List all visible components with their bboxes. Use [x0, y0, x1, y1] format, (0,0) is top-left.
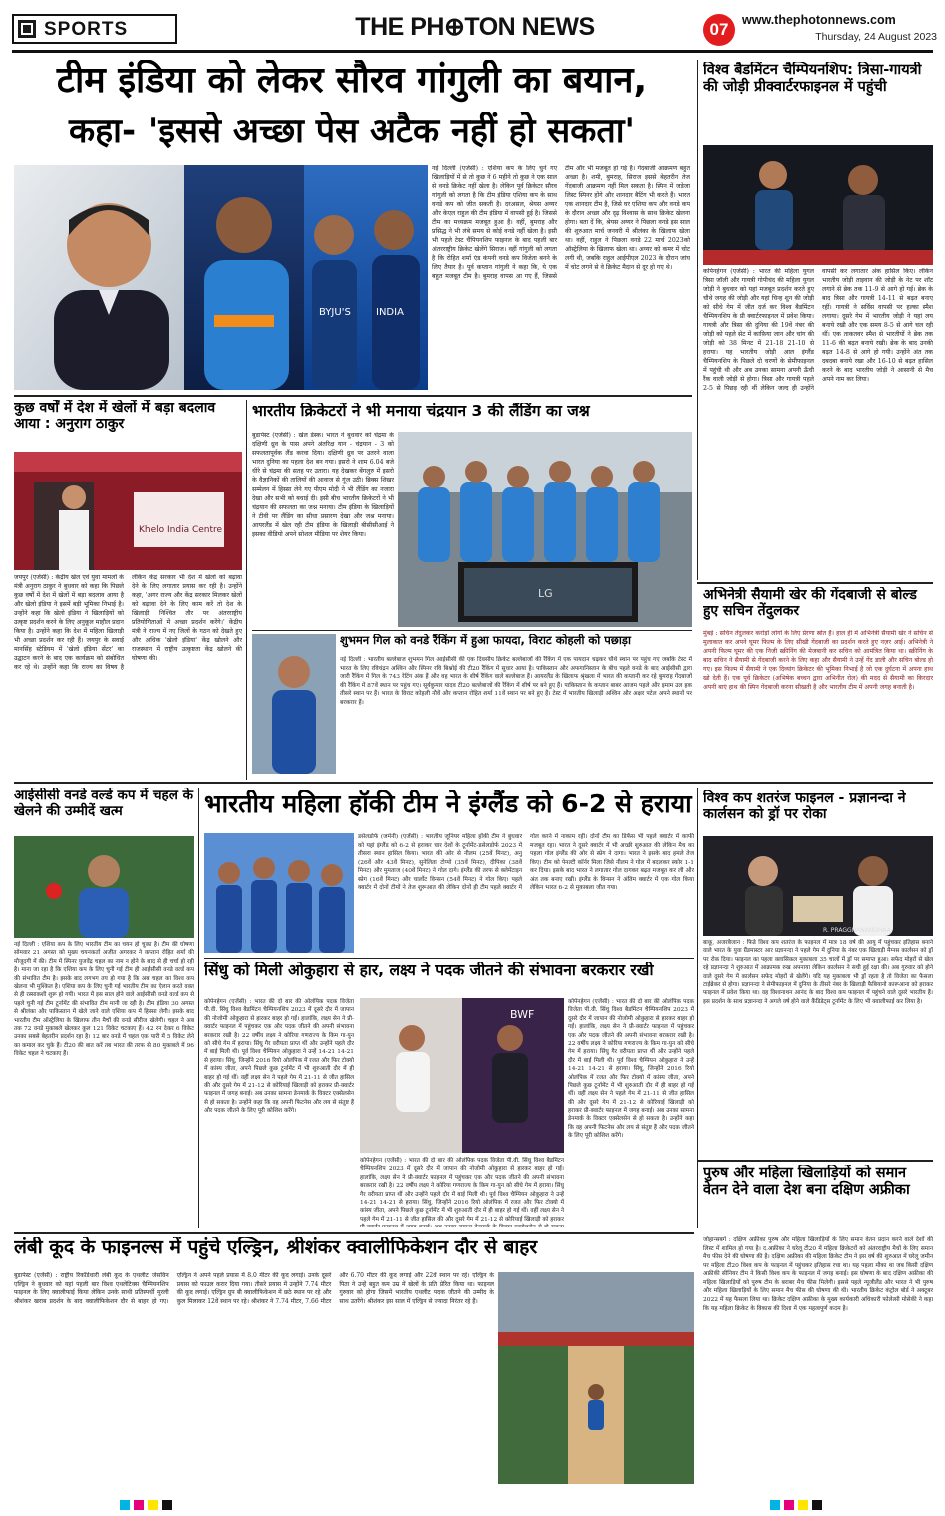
sindhu-headline: सिंधु को मिली ओकुहारा से हार, लक्ष्य ने पदक जीतने की संभावना बरकरार रखी	[204, 962, 654, 979]
print-mark-black	[812, 1500, 822, 1510]
chahal-photo-svg	[14, 836, 194, 938]
sindhu-photo	[360, 998, 564, 1153]
page-number-badge: 07	[703, 14, 735, 46]
column-divider	[246, 400, 247, 780]
badminton-photo	[703, 145, 933, 265]
anurag-body: जयपुर (एजेंसी) : केंद्रीय खेल एवं युवा मामलों के मंत्री अनुराग ठाकुर ने बुधवार को कहा कि पिछले कुछ वर्षों में देश में खेलों में बड़ा बदलाव आया है और खेलो इंडिया ने इसमें बड़ी भूमिका निभाई है। उन्होंने कहा कि खेलो इंडिया ने खिलाड़ियों को उत्कृष्ट प्रदर्शन करने के लिए अनुकूल माहौल प्रदान किया है। उन्होंने कहा कि देश में महिला खिलाड़ी भी अच्छा प्रदर्शन कर रही हैं। जयपुर के सवाई मानसिंह स्टेडियम में 'खेलो इंडिया सेंटर' का उद्घाटन करने के बाद एक कार्यक्रम को संबोधित कर रहे थे। उन्होंने कहा कि राज्य का विषय है लेकिन केंद्र सरकार भी देश में खेलों को बढ़ावा देने के लिए लगातार प्रयास कर रही है। उन्होंने कहा, 'अगर राज्य और केंद्र सरकार मिलकर खेलों को बढ़ावा देने के लिए काम करें तो देश के खिलाड़ी निश्चित तौर पर अंतरराष्ट्रीय प्रतियोगिताओं में अच्छा प्रदर्शन करेंगे।' केंद्रीय मंत्री ने राज्य में नए जिलों के गठन को देखते हुए और अधिक 'खेलो इंडिया' केंद्र खोलने और राजस्थान में राष्ट्रीय उत्कृष्टता केंद्र खोलने की घोषणा की।	[14, 574, 242, 671]
anurag-headline: कुछ वर्षों में देश में खेलों में बड़ा बदलाव आया : अनुराग ठाकुर	[14, 400, 216, 433]
chandrayaan-photo	[398, 432, 692, 627]
print-mark-cyan	[120, 1500, 130, 1510]
sindhu-body-right: कोपेनहेगन (एजेंसी) : भारत की दो बार की ओलंपिक पदक विजेता पी.वी. सिंधु विश्व बैडमिंटन चैम्पियनशिप 2023 में दूसरे दौर में जापान की नोजोमी ओकुहारा से हारकर बाहर हो गईं। हालांकि, लक्ष्य सेन ने प्री-क्वार्टर फाइनल में पहुंचकर एक और पदक जीतने की अपनी संभावना बरकरार रखी है। 22 वर्षीय लक्ष्य ने कोरिया गणराज्य के किम गा-युन को सीधे गेम में हराया। सिंधु गैर वरीयता प्राप्त थीं और उन्होंने पहले दौर में बाई मिली थी। पूर्व विश्व चैम्पियन ओकुहारा ने उन्हें 14-21 14-21 से हराया। सिंधु, जिन्होंने 2016 रियो ओलंपिक में रजत और फिर टोक्यो में कांस्य जीता, अपने पिछले कुछ टूर्नामेंट में भी शुरुआती दौर में ही बाहर हो गई थीं। वहीं लक्ष्य सेन ने पहले गेम में 21-11 से जीत हासिल की और दूसरे गेम में 21-12 से कोरियाई खिलाड़ी को हराकर प्री-क्वार्टर फाइनल में जगह बनाई। अब उनका सामना डेनमार्क के विक्टर एक्सेलसेन से हो सकता है। उन्होंने कहा कि वह अपनी फिटनेस और लय से संतुष्ट हैं और पदक जीतने के लिए पूरी कोशिश करेंगे।	[568, 999, 694, 1140]
longjump-photo-svg	[498, 1272, 694, 1484]
section-tag	[12, 14, 177, 44]
badminton-headline: विश्व बैडमिंटन चैम्पियनशिप: त्रिसा-गायत्री की जोड़ी प्रीक्वार्टरफाइनल में पहुंची	[703, 62, 922, 95]
chandrayaan-headline: भारतीय क्रिकेटरों ने भी मनाया चंद्रयान 3 की लैंडिंग का जश्न	[252, 403, 590, 420]
section-square-inner-icon	[21, 23, 33, 35]
chess-photo	[703, 836, 933, 936]
divider	[14, 782, 933, 784]
divider	[14, 395, 692, 397]
equal-pay-body: जोहान्सबर्ग : दक्षिण अफ्रीका पुरुष और महिला खिलाड़ियों के लिए समान वेतन प्रदान करने वाले देशों की लिस्ट में शामिल हो गया है। द.अफ्रीका ने घरेलू टी20 में महिला क्रिकेटरों को अंतरराष्ट्रीय मैचों के लिए समान मैच फीस देने की घोषणा की है। दक्षिण अफ्रीका की महिला क्रिकेट टीम ने इस वर्ष की शुरुआत में घरेलू जमीन पर महिला टी20 विश्व कप के फाइनल में पहुंचकर इतिहास रचा था। यह पहला मौका था जब किसी दक्षिण अफ्रीकी सीनियर टीम ने किसी विश्व कप के फाइनल में जगह बनाई। इस घोषणा के बाद दक्षिण अफ्रीका की महिला खिलाड़ियों को पुरुष टीम के बराबर मैच फीस मिलेगी। इससे पहले न्यूजीलैंड और भारत ने भी पुरुष और महिला खिलाड़ियों के लिए समान मैच फीस की घोषणा की थी। भारतीय क्रिकेट कंट्रोल बोर्ड ने अक्टूबर 2022 में यह फैसला लिया था। क्रिकेट दक्षिण अफ्रीका के मुख्य कार्यकारी अधिकारी फोलेत्सी मोसेकी ने कहा कि यह महिला क्रिकेट के विकास की दिशा में एक महत्वपूर्ण कदम है।	[703, 1237, 933, 1312]
shubman-photo	[252, 634, 336, 774]
shubman-body: नई दिल्ली : भारतीय बल्लेबाज शुभमन गिल आईसीसी की एक दिवसीय क्रिकेट बल्लेबाजों की रैंकिंग में एक पायदान चढ़कर चौथे स्थान पर पहुंच गए जबकि टेस्ट में भारत के लिए रविचंद्रन अश्विन और स्पिनर रवि बिश्नोई की टी20 रैंकिंग में सुधार आया है। पाकिस्तान और अफगानिस्तान के बीच पहले वनडे के बाद आईसीसी द्वारा जारी रैंकिंग में गिल के 743 रेटिंग अंक हैं और वह भारत के शीर्ष रैंकिंग वाले बल्लेबाज हैं। आयरलैंड के खिलाफ श्रृंखला में भारत की कप्तानी कर रहे बुमराह गेंदबाजों की रैंकिंग में 87वें स्थान पर पहुंच गए। सूर्यकुमार यादव टी20 बल्लेबाजों की रैंकिंग में शीर्ष पर बने हुए हैं। पाकिस्तान के कप्तान बाबर आजम पहले और इमाम उल हक तीसरे स्थान पर हैं। भारत के विराट कोहली नौवें और कप्तान रोहित शर्मा 11वें स्थान पर बने हुए हैं। टेस्ट में भारतीय खिलाड़ी अश्विन और अक्षर पटेल अपने स्थानों पर बरकरार हैं।	[340, 657, 692, 706]
column-divider	[697, 60, 698, 580]
anurag-photo	[14, 452, 242, 570]
shubman-headline: शुभमन गिल को वनडे रैंकिंग में हुआ फायदा, विराट कोहली को पछाड़ा	[340, 634, 631, 647]
website-url[interactable]: www.thephotonnews.com	[742, 13, 896, 27]
chandrayaan-body: बुडापेस्ट (एजेंसी) : खेल डेस्क। भारत ने बुधवार को चंद्रमा के दक्षिणी ध्रुव के पास अपने अंतरिक्ष यान - चंद्रयान - 3 को सफलतापूर्वक लैंड करवा दिया। दक्षिणी ध्रुव पर उतरने वाला भारत दुनिया का पहला देश बन गया। इसरो ने शाम 6.04 बजे धीरे से चंद्रमा की सतह पर उतारा। यह देखकर बेंगलुरु में इसरो के वैज्ञानिकों की तालियों की आवाज से गूंज उठी। ब्रिक्स शिखर सम्मेलन में हिस्सा लेने गए पीएम मोदी ने भी लैंडिंग का नजारा देखा और सभी को बधाई दी। इसी बीच भारतीय क्रिकेटरों ने भी चंद्रयान की सफलता का जश्न मनाया। टीम इंडिया के खिलाड़ियों ने टीवी पर लैंडिंग का सीधा प्रसारण देखा और जश्न मनाया। आयरलैंड में खेल रही टीम इंडिया के खिलाड़ी बीसीसीआई ने इसका वीडियो अपने सोशल मीडिया पर शेयर किया।	[252, 432, 394, 538]
lead-photo-collage	[14, 165, 428, 390]
longjump-photo	[498, 1272, 694, 1484]
print-mark-magenta	[784, 1500, 794, 1510]
anurag-photo-caption: Khelo India Centre	[139, 525, 223, 535]
sindhu-body-bottom: कोपेनहेगन (एजेंसी) : भारत की दो बार की ओलंपिक पदक विजेता पी.वी. सिंधु विश्व बैडमिंटन चैम्पियनशिप 2023 में दूसरे दौर में जापान की नोजोमी ओकुहारा से हारकर बाहर हो गईं। हालांकि, लक्ष्य सेन ने प्री-क्वार्टर फाइनल में पहुंचकर एक और पदक जीतने की अपनी संभावना बरकरार रखी है। 22 वर्षीय लक्ष्य ने कोरिया गणराज्य के किम गा-युन को सीधे गेम में हराया। सिंधु गैर वरीयता प्राप्त थीं और उन्होंने पहले दौर में बाई मिली थी। पूर्व विश्व चैम्पियन ओकुहारा ने उन्हें 14-21 14-21 से हराया। सिंधु, जिन्होंने 2016 रियो ओलंपिक में रजत और फिर टोक्यो में कांस्य जीता, अपने पिछले कुछ टूर्नामेंट में भी शुरुआती दौर में ही बाहर हो गई थीं। वहीं लक्ष्य सेन ने पहले गेम में 21-11 से जीत हासिल की और दूसरे गेम में 21-12 से कोरियाई खिलाड़ी को हराकर	[360, 1158, 564, 1223]
chess-photo-caption: R. PRAGGNANANDHAA	[823, 927, 891, 934]
badminton-photo-svg	[703, 145, 933, 265]
saiyami-body: मुंबई : सचिन तेंदुलकर करोड़ों लोगों के लिए प्रेरणा स्रोत हैं। हाल ही में अभिनेत्री सैयामी खेर ने सचिन से मुलाकात कर अपने घूमर फिल्म के लिए सीखी गेंदबाजी का प्रदर्शन करते हुए नज़र आई। अभिनेत्री ने अपनी फिल्म घूमर की एक निजी स्क्रीनिंग की मेजबानी कर सचिन को आमंत्रित किया था। स्क्रीनिंग के बाद सचिन ने सैयामी से गेंदबाजी करने के लिए कहा और सैयामी ने उन्हें गेंद डाली और सचिन बोल्ड हो गए। इस फिल्म में सैयामी ने एक दिव्यांग क्रिकेटर की भूमिका निभाई है जो एक दुर्घटना में अपना हाथ खो देती हैं। एक पूर्व क्रिकेटर (अभिषेक बच्चन द्वारा अभिनीत रोल) की मदद से सैयामी का किरदार अपनी बाएं हाथ की स्पिन गेंदबाजी करना सीखती है और भारतीय टीम में अपनी जगह बनाती है।	[703, 630, 933, 691]
print-mark-yellow	[148, 1500, 158, 1510]
lead-headline-line1: टीम इंडिया को लेकर सौरव गांगुली का बयान,	[56, 60, 648, 101]
svg-text:INDIA: INDIA	[376, 307, 404, 318]
divider	[204, 958, 694, 959]
chandrayaan-photo-svg	[398, 432, 692, 627]
divider	[697, 1160, 933, 1162]
shubman-photo-svg	[252, 634, 336, 774]
chess-photo-svg	[703, 836, 933, 936]
print-mark-black	[162, 1500, 172, 1510]
hockey-body: डसेलडोर्फ (जर्मनी) (एजेंसी) : भारतीय जूनियर महिला हॉकी टीम ने बुधवार को यहां इंग्लैंड को 6-2 से हराकर चार देशों के टूर्नामेंट-डसेलडोर्फ 2023 में तीसरा स्थान हासिल किया। भारत की ओर से नीलम (25वें मिनट), अनु (26वें और 43वें मिनट), सुनेलिता टोप्पो (35वें मिनट), दीपिका (38वें मिनट) और मुमताज (40वें मिनट) ने गोल दागे। इंग्लैंड की तरफ से क्लेमेंटाइन स्प्रेग (16वें मिनट) और चार्लोट विन्सन (54वें मिनट) ने गोल किए। पहले क्वार्टर में दोनों टीमों ने तेज शुरूआत की लेकिन दोनों ही टीम पहले क्वार्टर में गोल करने में नाकाम रहीं। दोनों टीम का डिफेंस भी पहले क्वार्टर में काफी मजबूत रहा। भारत ने दूसरे क्वार्टर में भी अच्छी शुरुआत की लेकिन मैच का पहला गोल इंग्लैंड की ओर से स्प्रेग ने दागा। भारत ने इसके बाद हमले तेज किए। टीम को पेनल्टी कॉर्नर मिला जिसे नीलम ने गोल में बदलकर स्कोर 1-1 कर दिया। इसके बाद भारत ने लगातार गोल दागकर बढ़त मजबूत कर ली और अंत तक बनाए रखी। इंग्लैंड के विन्सन ने अंतिम क्वार्टर में एक गोल किया लेकिन भारत 6-2 से मुकाबला जीत गया।	[358, 834, 694, 892]
lead-photo-svg	[14, 165, 428, 390]
issue-date: Thursday, 24 August 2023	[815, 31, 937, 43]
divider	[252, 630, 692, 631]
chahal-body: नई दिल्ली : एशिया कप के लिए भारतीय टीम का चयन हो चुका है। टीम की घोषणा सोमवार 21 अगस्त को मुख्य चयनकर्ता अजीत अगरकर ने कप्तान रोहित शर्मा की मौजूदगी में की। टीम में स्पिनर युजवेंद्र चहल का नाम न होने के बाद से ही चर्चा हो रही है। माना जा रहा है कि एशिया कप के लिए चुनी गई टीम ही आईसीसी वनडे वर्ल्ड कप की संभावित टीम है। इसके बाद लगभग तय हो गया है कि अब चहल का विश्व कप खेलना भी मुश्किल है। एशिया कप के लिए चुनी गई भारतीय टीम का ऐलान करते वक्त से ही रस्साकशी शुरू हो गयी। भारत में इस साल होने वाले आईसीसी वनडे वर्ल्ड कप से पहले चुनी गई टीम टूर्नामेंट की संभावित टीम मानी जा रही है। टीम इंडिया 30 अगस्त से श्रीलंका और पाकिस्तान में खेले जाने वाले एशिया कप में हिस्सा लेगी। इसके बाद भारतीय टीम ऑस्ट्रेलिया के खिलाफ तीन मैचों की वनडे सीरीज खेलेगी। चहल ने अब तक 72 वनडे मुकाबले खेलकर कुल 121 विकेट चटकाए हैं। 42 रन देकर 6 विकेट उनका सबसे बेहतरीन प्रदर्शन रहा है। 12 बार वनडे में चहल एक पारी में 5 विकेट लेने का कमाल कर चुके हैं। टी20 की बात करें तब भारत की तरफ से 80 मुकाबले में 96 विकेट चहल ने चटकाए हैं।	[14, 942, 194, 1058]
chess-body: बाकू, अजरबैजान : फिडे विश्व कप शतरंज के फाइनल में मात्र 18 वर्ष की आयु में पहुंचकर इतिहास बनाने वाले भारत के युवा ग्रैंडमास्टर आर प्रज्ञानन्दा ने पहले गेम में दुनिया के नंबर एक खिलाड़ी मैग्नस कार्लसन को ड्रॉ पर रोक दिया। फाइनल का पहला क्लासिकल मुकाबला 35 चालों में ड्रॉ पर समाप्त हुआ। सफेद मोहरों से खेल रहे प्रज्ञानन्दा ने शुरुआत में आक्रामक रुख अपनाया लेकिन कार्लसन ने सधी हुई रक्षा की। अब गुरुवार को होने वाले दूसरे गेम में कार्लसन सफेद मोहरों से खेलेंगे। यदि यह मुकाबला भी ड्रॉ रहता है तो विजेता का फैसला टाईब्रेकर से होगा। प्रज्ञानन्दा ने सेमीफाइनल में दुनिया के तीसरे नंबर के खिलाड़ी फैबियानो कारूआना को हराकर फाइनल में प्रवेश किया था। वह विश्वनाथन आनंद के बाद विश्व कप फाइनल में पहुंचने वाले दूसरे भारतीय हैं। इस प्रदर्शन के साथ प्रज्ञानन्दा ने अगले वर्ष होने वाले कैंडिडेट्स टूर्नामेंट के लिए भी क्वालीफाई कर लिया है।	[703, 940, 933, 1005]
column-divider	[198, 788, 199, 1228]
newspaper-title: THE PH⊕TON NEWS	[355, 13, 595, 41]
sindhu-photo-caption: BWF	[510, 1008, 535, 1021]
longjump-body: बुडापेस्ट (एजेंसी) : राष्ट्रीय रिकॉर्डधारी लंबी कूद के एथलीट जेसविन एल्ड्रिन ने बुधवार को यहां पहली बार विश्व एथलेटिक्स चैम्पियनशिप फाइनल के लिए क्वालीफाई किया लेकिन उनके साथी प्रतिस्पर्धी मुरली श्रीशंकर खराब प्रदर्शन के बाद क्वालीफिकेशन दौर से बाहर हो गए। एल्ड्रिन ने अपने पहले प्रयास में 8.0 मीटर की कूद लगाई। उनके दूसरे प्रयास को फाउल करार दिया गया। तीसरे प्रयास में उन्होंने 7.74 मीटर की कूद लगाई। एल्ड्रिन ग्रुप बी क्वालीफिकेशन में छठे स्थान पर रहे और कुल मिलाकर 12वें स्थान पर रहे। श्रीशंकर ने 7.74 मीटर, 7.66 मीटर और 6.70 मीटर की कूद लगाई और 22वें स्थान पर रहे। एल्ड्रिन के पिता ने उन्हें बहुत कम उम्र में खेलों के प्रति प्रेरित किया था। फाइनल गुरुवार को होगा जिसमें भारतीय एथलीट पदक जीतने की उम्मीद के साथ उतरेंगे। श्रीशंकर इस साल में एल्ड्रिन से ज्यादा निरंतर रहे हैं।	[14, 1272, 494, 1306]
sindhu-photo-svg	[360, 998, 564, 1153]
chahal-headline: आईसीसी वनडे वर्ल्ड कप में चहल के खेलने की उम्मीदें खत्म	[14, 788, 193, 819]
lead-headline-line2: कहा- 'इससे अच्छा पेस अटैक नहीं हो सकता'	[69, 112, 635, 151]
print-mark-magenta	[134, 1500, 144, 1510]
equal-pay-headline: पुरुष और महिला खिलाड़ियों को समान वेतन देने वाला देश बना दक्षिण अफ्रीका	[703, 1165, 910, 1198]
lead-story-body: नई दिल्ली (एजेंसी) : एशिया कप के लिए चुने गए खिलाड़ियों में से तो कुछ ने 6 महीने तो कुछ ने एक साल से वनडे क्रिकेट नहीं खेला है। लेकिन पूर्व क्रिकेटर सौरव गांगुली को लगता है कि टीम इंडिया एशिया कप के साथ वनडे कप को जीत सकती है। दरअसल, श्रेयस अय्यर और केएल राहुल की टीम इंडिया में वापसी हुई है। जिससे टीम का मध्यक्रम मजबूत हुआ है। वहीं, बुमराह और प्रसिद्ध ने भी लंबे समय से कोई वनडे नहीं खेला है। इसी भी पहले टेस्ट चैंपियनशिप फाइनल के बाद पहली बार अंतरराष्ट्रीय क्रिकेट खेलेंगे सिराज। वहीं गांगुली को लगता है कि रोहित शर्मा एंड कंपनी वनडे कप विजेता बनने के लिए तैयार है। पूर्व कप्तान गांगुली ने कहा कि, ये एक बहुत मजबूत टीम है। बुमराह वापस आ गए हैं, जिससे टीम और भी मजबूत हो गई है। गेंदबाजी आक्रमण बहुत अच्छा है। शमी, बुमराह, सिराज इससे बेहतरीन तेज गेंदबाजी आक्रमण नहीं मिल सकता है। स्पिन में जडेजा लिस्ट स्पिनर होंगे और शानदार बैटिंग भी करते हैं। भारत एक शानदार टीम है, जिसे घर एशिया कप और वनडे कप के दौरान अच्छा और दृढ़ विश्वास के साथ क्रिकेट खेलना होगा। बता दें कि, श्रेयस अय्यर ने पिछला वनडे इस साल की शुरुआत मार्च जनवरी में श्रीलंका के खिलाफ खेला था। वहीं, राहुल ने पिछला वनडे 22 मार्च 2023को ऑस्ट्रेलिया के खिलाफ खेला था। अय्यर को कमर में चोट लगी थी, जबकि राहुल आईपीएल 2023 के दौरान जांघ में चोट लगने से वे क्रिकेट मैदान से दूर हो गए थे।	[432, 165, 690, 280]
hockey-photo	[204, 833, 354, 953]
badminton-body: कोपेनहेगन (एजेंसी) : भारत की महिला युगल त्रिसा जॉली और गायत्री गोपीचंद की महिला युगल जोड़ी ने बुधवार को यहां मजबूत प्रदर्शन करते हुए चौथे जगह की जोड़ी और यहां चिन्ह शुन की जोड़ी को सीधे गेम में जीत दर्ज कर विश्व बैडमिंटन चैम्पियनशिप के प्री क्वार्टरफाइनल में प्रवेश किया। गायत्री और त्रिसा की दुनिया की 19वें नंबर की जोड़ी को पहले सेट में काफ़िया जान और चांग की जोड़ी को 38 मिनट में 21-18 21-10 से हराया। यह भारतीय जोड़ी आल इंग्लैंड चैम्पियनशिप के पिछले दो चरणों के सेमीफाइनल में पहुंची थी और अब उनका सामना अपनी ऊँची रैंक वाली जोड़ी से होगा। त्रिसा और गायत्री पहले 2-5 से पिछड़ रही थीं लेकिन जल्द ही उन्होंने वापसी कर लगातार अंक हासिल किए। लेकिन भारतीय जोड़ी ताइवान की जोड़ी के नेट पर शॉट लगाने से ब्रेक तक 11-9 से आगे हो गई। ब्रेक के बाद त्रिसा और गायत्री 14-11 से बढ़त बनाए रहीं। गायत्री ने सर्विस वापसी पर हल्का स्मैश लगाया। दूसरे गेम में भारतीय जोड़ी ने यहां लय बनाये रखी और एक समय 8-5 से आगे चल रही थीं। एक ताकतवर स्मैश से भारतीयों ने ब्रेक तक 11-6 की बढ़त बनाये रखी। ब्रेक के बाद उनकी बढ़त 14-8 से आगे हो गयी। उन्होंने अंत तक दबदबा बनाये रखा और 16-10 से बढ़त हासिल करने के बाद भारतीय जोड़ी ने आसानी से मैच अपने नाम कर लिया।	[703, 268, 933, 392]
sindhu-body-left: कोपेनहेगन (एजेंसी) : भारत की दो बार की ओलंपिक पदक विजेता पी.वी. सिंधु विश्व बैडमिंटन चैम्पियनशिप 2023 में दूसरे दौर में जापान की नोजोमी ओकुहारा से हारकर बाहर हो गईं। हालांकि, लक्ष्य सेन ने प्री-क्वार्टर फाइनल में पहुंचकर एक और पदक जीतने की अपनी संभावना बरकरार रखी है। 22 वर्षीय लक्ष्य ने कोरिया गणराज्य के किम गा-युन को सीधे गेम में हराया। सिंधु गैर वरीयता प्राप्त थीं और उन्होंने पहले दौर में बाई मिली थी। पूर्व विश्व चैम्पियन ओकुहारा ने उन्हें 14-21 14-21 से हराया। सिंधु, जिन्होंने 2016 रियो ओलंपिक में रजत और फिर टोक्यो में कांस्य जीता, अपने पिछले कुछ टूर्नामेंट में भी शुरुआती दौर में ही बाहर हो गई थीं। वहीं लक्ष्य सेन ने पहले गेम में 21-11 से जीत हासिल की और दूसरे गेम में 21-12 से कोरियाई खिलाड़ी को हराकर प्री-क्वार्टर फाइनल में जगह बनाई। अब उनका सामना डेनमार्क के विक्टर एक्सेलसेन से हो सकता है। उन्होंने कहा कि वह अपनी फिटनेस और लय से संतुष्ट हैं और पदक जीतने के लिए पूरी कोशिश करेंगे।	[204, 999, 354, 1115]
print-mark-cyan	[770, 1500, 780, 1510]
divider	[697, 582, 933, 584]
chahal-photo	[14, 836, 194, 938]
hockey-headline: भारतीय महिला हॉकी टीम ने इंग्लैंड को 6-2 से हराया	[204, 790, 692, 818]
tv-brand-label: LG	[538, 587, 553, 600]
longjump-headline: लंबी कूद के फाइनल्स में पहुंचे एल्ड्रिन, श्रीशंकर क्वालीफिकेशन दौर से बाहर	[14, 1237, 538, 1258]
svg-text:BYJU'S: BYJU'S	[319, 307, 351, 318]
divider	[14, 1232, 694, 1234]
chess-headline: विश्व कप शतरंज फाइनल - प्रज्ञानन्दा ने कार्लसन को ड्रॉ पर रोका	[703, 790, 906, 823]
anurag-photo-svg	[14, 452, 242, 570]
hockey-photo-svg	[204, 833, 354, 953]
masthead-divider	[12, 50, 933, 53]
print-mark-yellow	[798, 1500, 808, 1510]
section-label: SPORTS	[44, 19, 129, 40]
column-divider	[697, 788, 698, 1228]
saiyami-headline: अभिनेत्री सैयामी खेर की गेंदबाजी से बोल्ड हुए सचिन तेंदुलकर	[703, 587, 917, 620]
